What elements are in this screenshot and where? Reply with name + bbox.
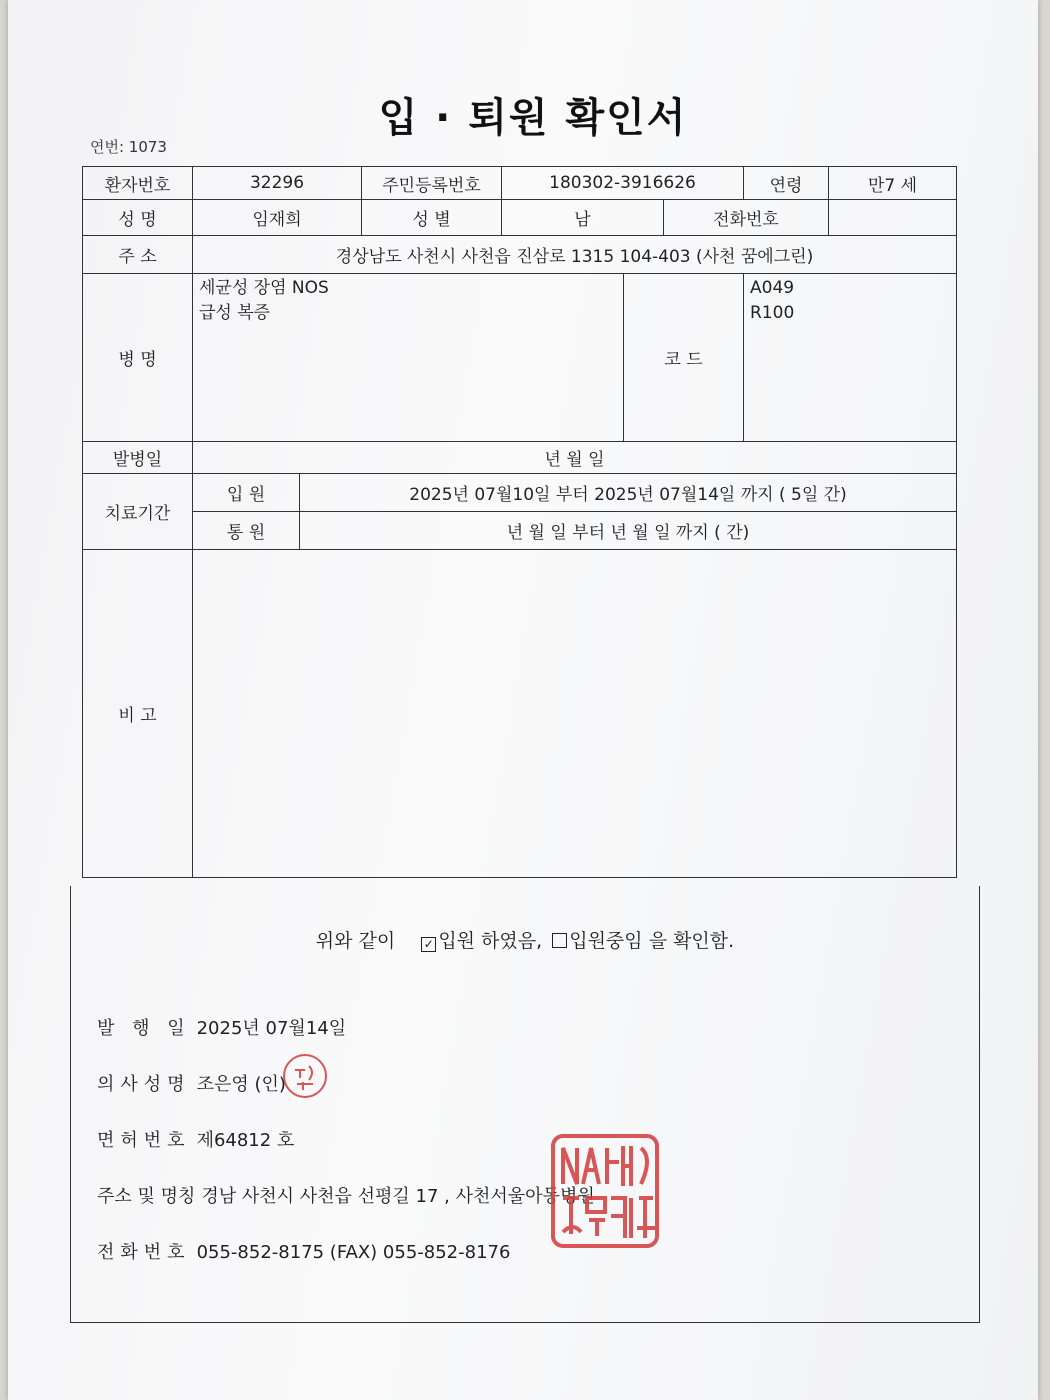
label-name: 성 명 (83, 200, 193, 236)
diagnosis-item: 세균성 장염 NOS (199, 278, 329, 298)
license-number: 제64812 호 (196, 1130, 295, 1151)
serial-number: 연번: 1073 (90, 138, 167, 156)
hospital-address: 경남 사천시 사천읍 선평길 17 , 사천서울아동병원 (201, 1186, 595, 1207)
value-phone (829, 200, 957, 236)
confirmation-line (71, 926, 979, 953)
value-address: 경상남도 사천시 사천읍 진삼로 1315 104-403 (사천 꿈에그린) (193, 236, 957, 274)
document-paper (8, 0, 1038, 1400)
label-diagnosis: 병 명 (83, 274, 193, 442)
issue-date-line (97, 1014, 346, 1040)
issue-date-label: 발 행 일 (97, 1018, 191, 1039)
label-sex: 성 별 (362, 200, 502, 236)
value-age: 만7 세 (829, 167, 957, 200)
doctor-line (97, 1070, 286, 1096)
label-onset: 발병일 (83, 442, 193, 474)
seal-mark: (인) (254, 1074, 286, 1095)
value-rrn: 180302-3916626 (502, 167, 744, 200)
checkbox-in-hospital (552, 933, 567, 948)
value-outpatient-period: 년 월 일 부터 년 월 일 까지 ( 간) (300, 512, 957, 550)
diagnosis-item: 급성 복증 (199, 303, 271, 323)
doctor-name: 조은영 (196, 1074, 249, 1095)
label-remarks: 비 고 (83, 550, 193, 878)
label-patient-no: 환자번호 (83, 167, 193, 200)
hospital-seal-icon (549, 1132, 661, 1250)
value-remarks (193, 550, 957, 878)
address-line (97, 1182, 595, 1208)
hospital-phone: 055-852-8175 (FAX) 055-852-8176 (196, 1242, 511, 1263)
value-onset: 년 월 일 (193, 442, 957, 474)
confirm-suffix: 을 확인함. (648, 930, 735, 952)
value-inpatient-period: 2025년 07월10일 부터 2025년 07월14일 까지 ( 5일 간) (300, 474, 957, 512)
document-title: 입 · 퇴원 확인서 (378, 95, 688, 141)
doctor-seal-icon (281, 1052, 329, 1100)
option-admitted: 입원 하였음, (438, 930, 543, 952)
issue-date: 2025년 07월14일 (196, 1018, 347, 1039)
checkbox-admitted: ✓ (421, 937, 436, 952)
license-label: 면허번호 (97, 1130, 191, 1151)
patient-info-table (82, 166, 957, 878)
confirm-prefix: 위와 같이 (315, 930, 396, 952)
phone-line (97, 1238, 510, 1264)
license-line (97, 1126, 294, 1152)
code-item: A049 (750, 278, 795, 298)
label-phone: 전화번호 (664, 200, 829, 236)
value-diagnosis (193, 274, 624, 442)
doctor-label: 의사성명 (97, 1074, 191, 1095)
label-rrn: 주민등록번호 (362, 167, 502, 200)
hospital-address-label: 주소 및 명칭 (97, 1186, 196, 1207)
hospital-phone-label: 전화번호 (97, 1242, 191, 1263)
label-age: 연령 (744, 167, 829, 200)
label-inpatient: 입 원 (193, 474, 300, 512)
label-treatment-period: 치료기간 (83, 474, 193, 550)
label-code: 코 드 (624, 274, 744, 442)
value-name: 임재희 (193, 200, 362, 236)
option-in-hospital: 입원중임 (569, 930, 643, 952)
value-sex: 남 (502, 200, 664, 236)
value-code (744, 274, 957, 442)
label-address: 주 소 (83, 236, 193, 274)
value-patient-no: 32296 (193, 167, 362, 200)
certification-section (70, 886, 980, 1323)
code-item: R100 (750, 303, 795, 323)
label-outpatient: 통 원 (193, 512, 300, 550)
